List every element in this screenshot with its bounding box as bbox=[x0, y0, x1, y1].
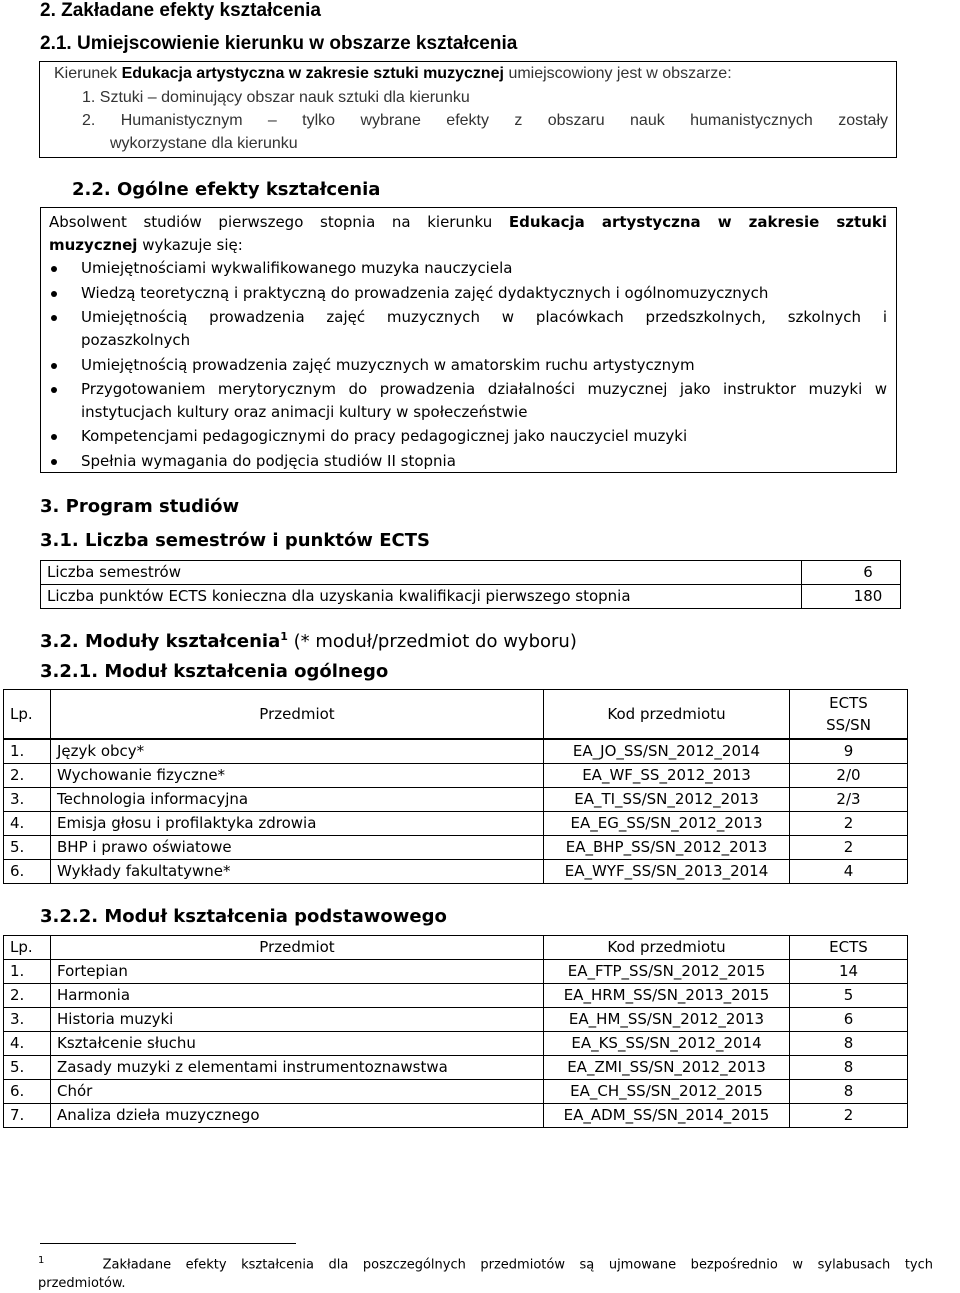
row-subject: Historia muzyki bbox=[51, 1008, 544, 1032]
row-code: EA_KS_SS/SN_2012_2014 bbox=[544, 1032, 790, 1056]
header-code: Kod przedmiotu bbox=[544, 690, 790, 739]
area-item-2-cont: wykorzystane dla kierunku bbox=[110, 135, 298, 152]
row-code: EA_WF_SS_2012_2013 bbox=[544, 764, 790, 788]
header-ects: ECTS SS/SN bbox=[790, 690, 908, 739]
row-ects: 5 bbox=[790, 984, 908, 1008]
bullet-icon bbox=[51, 266, 57, 272]
table-row bbox=[4, 860, 908, 884]
table-row bbox=[4, 788, 908, 812]
section-2-title: 2. Zakładane efekty kształcenia bbox=[40, 0, 321, 21]
row-ects: 4 bbox=[790, 860, 908, 884]
row-subject: Harmonia bbox=[51, 984, 544, 1008]
row-code: EA_FTP_SS/SN_2012_2015 bbox=[544, 960, 790, 984]
table-row bbox=[41, 561, 901, 585]
header-code: Kod przedmiotu bbox=[544, 936, 790, 960]
row-ects: 8 bbox=[790, 1080, 908, 1104]
row-code: EA_ZMI_SS/SN_2012_2013 bbox=[544, 1056, 790, 1080]
section-3-2-1-title: 3.2.1. Moduł kształcenia ogólnego bbox=[40, 661, 389, 682]
table-row bbox=[4, 1080, 908, 1104]
row-code: EA_CH_SS/SN_2012_2015 bbox=[544, 1080, 790, 1104]
row-subject: Fortepian bbox=[51, 960, 544, 984]
row-subject: Język obcy* bbox=[51, 740, 544, 764]
area-item-2: 2. Humanistycznym – tylko wybrane efekty z obszaru nauk humanistycznych zostały bbox=[82, 112, 888, 129]
row-subject: Wykłady fakultatywne* bbox=[51, 860, 544, 884]
row-subject: Emisja głosu i profilaktyka zdrowia bbox=[51, 812, 544, 836]
outcome-item: Przygotowaniem merytorycznym do prowadzenia działalności muzycznej jako instruktor muzyki w bbox=[81, 380, 887, 398]
section-3-title: 3. Program studiów bbox=[40, 496, 240, 517]
footnote bbox=[38, 1251, 933, 1293]
row-lp: 4. bbox=[4, 812, 51, 836]
row-lp: 1. bbox=[4, 960, 51, 984]
row-lp: 2. bbox=[4, 764, 51, 788]
footnote-number: 1 bbox=[38, 1255, 45, 1266]
bullet-icon bbox=[51, 315, 57, 321]
bullet-icon bbox=[51, 291, 57, 297]
row-ects: 6 bbox=[790, 1008, 908, 1032]
outcome-item: Umiejętnością prowadzenia zajęć muzycznych w amatorskim ruchu artystycznym bbox=[81, 356, 695, 374]
footnote-text-cont: przedmiotów. bbox=[38, 1276, 126, 1292]
table-header-row bbox=[4, 690, 908, 739]
table-row bbox=[4, 812, 908, 836]
row-lp: 2. bbox=[4, 984, 51, 1008]
table-row bbox=[4, 1056, 908, 1080]
table-row bbox=[4, 740, 908, 764]
header-subject: Przedmiot bbox=[51, 936, 544, 960]
row-subject: Kształcenie słuchu bbox=[51, 1032, 544, 1056]
header-ects: ECTS bbox=[790, 936, 908, 960]
footnote-separator bbox=[40, 1243, 296, 1244]
area-intro: Kierunek Edukacja artystyczna w zakresie sztuki muzycznej umiejscowiony jest w obszarze: bbox=[54, 65, 732, 82]
row-lp: 4. bbox=[4, 1032, 51, 1056]
section-2-1-title: 2.1. Umiejscowienie kierunku w obszarze kształcenia bbox=[40, 33, 518, 54]
row-subject: Analiza dzieła muzycznego bbox=[51, 1104, 544, 1128]
row-ects: 9 bbox=[790, 740, 908, 764]
table-row bbox=[4, 764, 908, 788]
bullet-icon bbox=[51, 434, 57, 440]
ects-label-cell: Liczba punktów ECTS konieczna dla uzyskania kwalifikacji pierwszego stopnia bbox=[41, 585, 802, 609]
section-3-2-title: 3.2. Moduły kształcenia$^1$ (* moduł/przedmiot do wyboru) bbox=[40, 630, 577, 652]
outcomes-intro-line2: muzycznej wykazuje się: bbox=[49, 236, 243, 254]
row-lp: 3. bbox=[4, 1008, 51, 1032]
row-code: EA_TI_SS/SN_2012_2013 bbox=[544, 788, 790, 812]
basic-module-table bbox=[3, 935, 908, 960]
row-subject: BHP i prawo oświatowe bbox=[51, 836, 544, 860]
ects-value-cell: 180 bbox=[802, 585, 901, 609]
footnote-text: Zakładane efekty kształcenia dla poszczególnych przedmiotów są ujmowane bezpośrednio w sylabusach tych bbox=[102, 1257, 933, 1273]
section-3-2-2-title: 3.2.2. Moduł kształcenia podstawowego bbox=[40, 906, 447, 927]
section-3-1-title: 3.1. Liczba semestrów i punktów ECTS bbox=[40, 530, 430, 551]
row-lp: 3. bbox=[4, 788, 51, 812]
row-code: EA_JO_SS/SN_2012_2014 bbox=[544, 740, 790, 764]
outcome-item: Umiejętnościami wykwalifikowanego muzyka nauczyciela bbox=[81, 259, 513, 277]
section-2-2-title: 2.2. Ogólne efekty kształcenia bbox=[72, 179, 381, 200]
outcomes-box bbox=[40, 207, 897, 473]
outcome-item: Wiedzą teoretyczną i praktyczną do prowadzenia zajęć dydaktycznych i ogólnomuzycznych bbox=[81, 284, 769, 302]
table-row bbox=[41, 585, 901, 609]
row-lp: 5. bbox=[4, 1056, 51, 1080]
row-ects: 14 bbox=[790, 960, 908, 984]
row-lp: 6. bbox=[4, 1080, 51, 1104]
ects-label-cell: Liczba semestrów bbox=[41, 561, 802, 585]
table-row bbox=[4, 1008, 908, 1032]
ects-value-cell: 6 bbox=[802, 561, 901, 585]
bullet-icon bbox=[51, 459, 57, 465]
outcome-item-cont: instytucjach kultury oraz animacji kultury w społeczeństwie bbox=[81, 403, 528, 421]
row-ects: 2 bbox=[790, 836, 908, 860]
row-lp: 5. bbox=[4, 836, 51, 860]
table-row bbox=[4, 960, 908, 984]
ects-summary-table bbox=[40, 560, 901, 609]
row-lp: 1. bbox=[4, 740, 51, 764]
row-ects: 2 bbox=[790, 812, 908, 836]
general-module-table bbox=[3, 689, 908, 739]
row-subject: Technologia informacyjna bbox=[51, 788, 544, 812]
row-code: EA_BHP_SS/SN_2012_2013 bbox=[544, 836, 790, 860]
outcome-item: Umiejętnością prowadzenia zajęć muzycznych w placówkach przedszkolnych, szkolnych i bbox=[81, 308, 887, 326]
row-ects: 2 bbox=[790, 1104, 908, 1128]
row-ects: 2/3 bbox=[790, 788, 908, 812]
row-code: EA_HRM_SS/SN_2013_2015 bbox=[544, 984, 790, 1008]
row-code: EA_ADM_SS/SN_2014_2015 bbox=[544, 1104, 790, 1128]
header-lp: Lp. bbox=[4, 936, 51, 960]
area-item-1: 1. Sztuki – dominujący obszar nauk sztuki dla kierunku bbox=[82, 89, 470, 106]
row-ects: 8 bbox=[790, 1032, 908, 1056]
row-ects: 8 bbox=[790, 1056, 908, 1080]
row-code: EA_HM_SS/SN_2012_2013 bbox=[544, 1008, 790, 1032]
basic-module-table-body bbox=[3, 959, 908, 1128]
table-row bbox=[4, 1032, 908, 1056]
table-row bbox=[4, 1104, 908, 1128]
outcome-item-cont: pozaszkolnych bbox=[81, 331, 191, 349]
general-module-table-body bbox=[3, 739, 908, 884]
header-subject: Przedmiot bbox=[51, 690, 544, 739]
table-row bbox=[4, 984, 908, 1008]
table-row bbox=[4, 836, 908, 860]
row-subject: Zasady muzyki z elementami instrumentoznawstwa bbox=[51, 1056, 544, 1080]
row-subject: Chór bbox=[51, 1080, 544, 1104]
outcome-item: Kompetencjami pedagogicznymi do pracy pedagogicznej jako nauczyciel muzyki bbox=[81, 427, 688, 445]
outcomes-intro-line1: Absolwent studiów pierwszego stopnia na kierunku Edukacja artystyczna w zakresie sztuki bbox=[49, 213, 887, 231]
row-ects: 2/0 bbox=[790, 764, 908, 788]
header-lp: Lp. bbox=[4, 690, 51, 739]
table-header-row bbox=[4, 936, 908, 960]
row-subject: Wychowanie fizyczne* bbox=[51, 764, 544, 788]
area-box bbox=[39, 61, 897, 158]
row-lp: 6. bbox=[4, 860, 51, 884]
row-lp: 7. bbox=[4, 1104, 51, 1128]
bullet-icon bbox=[51, 363, 57, 369]
outcome-item: Spełnia wymagania do podjęcia studiów II stopnia bbox=[81, 452, 456, 470]
bullet-icon bbox=[51, 387, 57, 393]
row-code: EA_EG_SS/SN_2012_2013 bbox=[544, 812, 790, 836]
row-code: EA_WYF_SS/SN_2013_2014 bbox=[544, 860, 790, 884]
